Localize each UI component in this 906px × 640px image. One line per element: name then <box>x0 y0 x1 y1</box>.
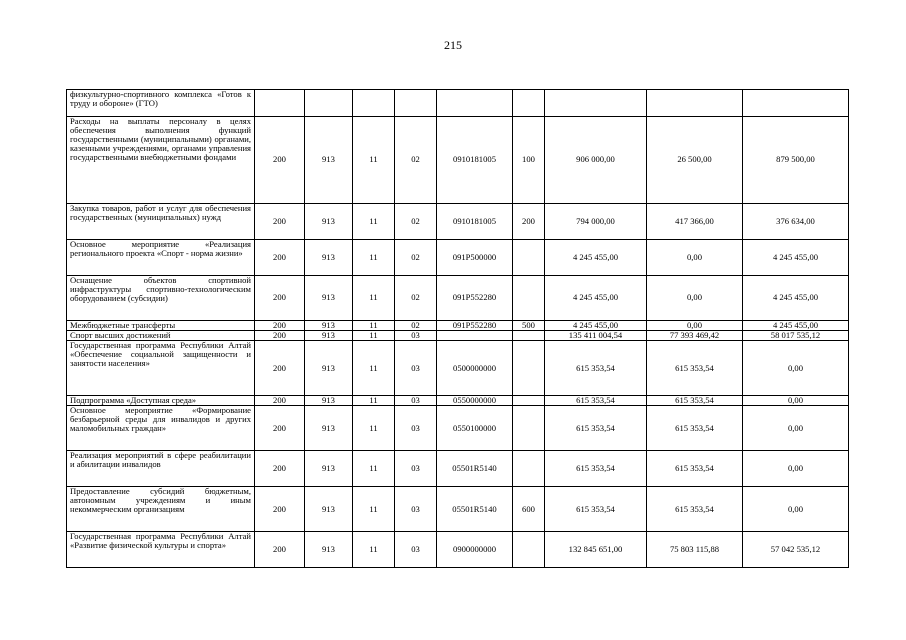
row-amount-total: 615 353,54 <box>545 487 647 532</box>
row-subsection: 02 <box>395 240 437 276</box>
page-number: 215 <box>444 38 462 52</box>
row-code-913: 913 <box>305 117 353 204</box>
row-expense-type <box>513 396 545 406</box>
row-expense-type: 500 <box>513 321 545 331</box>
row-code-913 <box>305 90 353 117</box>
table-row <box>67 341 849 396</box>
row-amount-3: 58 017 535,12 <box>743 331 849 341</box>
row-code-200: 200 <box>255 204 305 240</box>
row-amount-total: 135 411 004,54 <box>545 331 647 341</box>
row-expense-type: 200 <box>513 204 545 240</box>
row-name: Межбюджетные трансферты <box>67 321 255 331</box>
row-target-article: 091P552280 <box>437 321 513 331</box>
table-row <box>67 90 849 117</box>
row-target-article: 0550100000 <box>437 406 513 451</box>
row-name: Основное мероприятие «Формирование безбарьерной среды для инвалидов и других маломобильных граждан» <box>67 406 255 451</box>
table-row <box>67 451 849 487</box>
row-expense-type <box>513 341 545 396</box>
row-subsection: 03 <box>395 532 437 568</box>
row-amount-2: 75 803 115,88 <box>647 532 743 568</box>
row-subsection: 02 <box>395 321 437 331</box>
row-amount-2: 615 353,54 <box>647 341 743 396</box>
row-subsection: 02 <box>395 276 437 321</box>
row-amount-3: 57 042 535,12 <box>743 532 849 568</box>
row-amount-2: 615 353,54 <box>647 396 743 406</box>
row-target-article: 05501R5140 <box>437 451 513 487</box>
row-code-200: 200 <box>255 240 305 276</box>
row-subsection: 03 <box>395 331 437 341</box>
row-name: Подпрограмма «Доступная среда» <box>67 396 255 406</box>
row-name: Оснащение объектов спортивной инфраструктуры спортивно-технологическим оборудованием (субсидии) <box>67 276 255 321</box>
table-row <box>67 331 849 341</box>
table-row <box>67 276 849 321</box>
row-subsection: 02 <box>395 204 437 240</box>
row-expense-type: 600 <box>513 487 545 532</box>
row-target-article <box>437 331 513 341</box>
row-amount-3: 879 500,00 <box>743 117 849 204</box>
row-amount-3: 4 245 455,00 <box>743 321 849 331</box>
row-amount-total <box>545 90 647 117</box>
row-code-913: 913 <box>305 396 353 406</box>
row-target-article: 0910181005 <box>437 204 513 240</box>
row-amount-2: 417 366,00 <box>647 204 743 240</box>
budget-table <box>66 89 849 568</box>
row-expense-type <box>513 406 545 451</box>
row-amount-total: 794 000,00 <box>545 204 647 240</box>
row-section: 11 <box>353 204 395 240</box>
table-row <box>67 240 849 276</box>
table-row <box>67 487 849 532</box>
row-code-913: 913 <box>305 204 353 240</box>
row-target-article: 091P552280 <box>437 276 513 321</box>
row-amount-2 <box>647 90 743 117</box>
row-code-200 <box>255 90 305 117</box>
row-expense-type <box>513 240 545 276</box>
row-amount-2: 0,00 <box>647 276 743 321</box>
row-name: Спорт высших достижений <box>67 331 255 341</box>
row-code-200: 200 <box>255 331 305 341</box>
row-section: 11 <box>353 532 395 568</box>
row-name: физкультурно-спортивного комплекса «Готов к труду и обороне» (ГТО) <box>67 90 255 117</box>
row-subsection: 03 <box>395 487 437 532</box>
row-code-913: 913 <box>305 240 353 276</box>
row-amount-total: 132 845 651,00 <box>545 532 647 568</box>
row-amount-total: 615 353,54 <box>545 406 647 451</box>
row-name: Предоставление субсидий бюджетным, автономным учреждениям и иным некоммерческим организациям <box>67 487 255 532</box>
row-section <box>353 90 395 117</box>
row-amount-total: 615 353,54 <box>545 341 647 396</box>
row-code-913: 913 <box>305 331 353 341</box>
row-section: 11 <box>353 396 395 406</box>
row-name: Реализация мероприятий в сфере реабилитации и абилитации инвалидов <box>67 451 255 487</box>
row-section: 11 <box>353 487 395 532</box>
row-section: 11 <box>353 341 395 396</box>
row-amount-2: 0,00 <box>647 321 743 331</box>
row-code-913: 913 <box>305 532 353 568</box>
row-expense-type: 100 <box>513 117 545 204</box>
row-amount-2: 26 500,00 <box>647 117 743 204</box>
row-code-200: 200 <box>255 487 305 532</box>
row-expense-type <box>513 532 545 568</box>
row-code-913: 913 <box>305 406 353 451</box>
row-amount-3 <box>743 90 849 117</box>
row-code-913: 913 <box>305 451 353 487</box>
row-amount-2: 615 353,54 <box>647 406 743 451</box>
table-row <box>67 406 849 451</box>
row-section: 11 <box>353 331 395 341</box>
row-amount-2: 615 353,54 <box>647 487 743 532</box>
row-code-200: 200 <box>255 341 305 396</box>
row-code-913: 913 <box>305 321 353 331</box>
row-subsection: 03 <box>395 341 437 396</box>
row-section: 11 <box>353 276 395 321</box>
row-name: Расходы на выплаты персоналу в целях обеспечения выполнения функций государственными (муниципальными) органами, казенными учреждениями, органами управления государственными внебюджетными фондами <box>67 117 255 204</box>
row-expense-type <box>513 276 545 321</box>
table-row <box>67 532 849 568</box>
row-section: 11 <box>353 321 395 331</box>
table-row <box>67 204 849 240</box>
row-target-article: 0900000000 <box>437 532 513 568</box>
row-amount-total: 4 245 455,00 <box>545 321 647 331</box>
row-amount-3: 4 245 455,00 <box>743 240 849 276</box>
row-amount-total: 906 000,00 <box>545 117 647 204</box>
row-amount-3: 0,00 <box>743 487 849 532</box>
row-section: 11 <box>353 451 395 487</box>
row-name: Государственная программа Республики Алтай «Обеспечение социальной защищенности и занятости населения» <box>67 341 255 396</box>
row-section: 11 <box>353 240 395 276</box>
row-name: Закупка товаров, работ и услуг для обеспечения государственных (муниципальных) нужд <box>67 204 255 240</box>
row-amount-3: 0,00 <box>743 341 849 396</box>
table-row <box>67 396 849 406</box>
row-amount-2: 77 393 469,42 <box>647 331 743 341</box>
row-target-article: 0500000000 <box>437 341 513 396</box>
row-code-200: 200 <box>255 276 305 321</box>
row-target-article: 0910181005 <box>437 117 513 204</box>
row-name: Основное мероприятие «Реализация регионального проекта «Спорт - норма жизни» <box>67 240 255 276</box>
row-amount-3: 0,00 <box>743 406 849 451</box>
row-section: 11 <box>353 406 395 451</box>
row-amount-total: 615 353,54 <box>545 451 647 487</box>
row-expense-type <box>513 90 545 117</box>
row-section: 11 <box>353 117 395 204</box>
row-subsection: 02 <box>395 117 437 204</box>
row-expense-type <box>513 331 545 341</box>
row-target-article <box>437 90 513 117</box>
row-subsection: 03 <box>395 451 437 487</box>
row-amount-3: 4 245 455,00 <box>743 276 849 321</box>
row-amount-total: 4 245 455,00 <box>545 240 647 276</box>
row-code-913: 913 <box>305 276 353 321</box>
row-amount-total: 615 353,54 <box>545 396 647 406</box>
row-amount-total: 4 245 455,00 <box>545 276 647 321</box>
row-code-200: 200 <box>255 396 305 406</box>
table-row <box>67 321 849 331</box>
row-amount-2: 615 353,54 <box>647 451 743 487</box>
row-code-913: 913 <box>305 341 353 396</box>
row-subsection: 03 <box>395 396 437 406</box>
row-target-article: 091P500000 <box>437 240 513 276</box>
row-name: Государственная программа Республики Алтай «Развитие физической культуры и спорта» <box>67 532 255 568</box>
row-subsection <box>395 90 437 117</box>
row-code-200: 200 <box>255 321 305 331</box>
row-target-article: 05501R5140 <box>437 487 513 532</box>
table-row <box>67 117 849 204</box>
row-subsection: 03 <box>395 406 437 451</box>
row-amount-3: 0,00 <box>743 451 849 487</box>
row-code-200: 200 <box>255 406 305 451</box>
row-code-200: 200 <box>255 451 305 487</box>
row-amount-3: 0,00 <box>743 396 849 406</box>
row-code-200: 200 <box>255 532 305 568</box>
row-expense-type <box>513 451 545 487</box>
row-amount-3: 376 634,00 <box>743 204 849 240</box>
row-code-913: 913 <box>305 487 353 532</box>
row-amount-2: 0,00 <box>647 240 743 276</box>
row-code-200: 200 <box>255 117 305 204</box>
row-target-article: 0550000000 <box>437 396 513 406</box>
